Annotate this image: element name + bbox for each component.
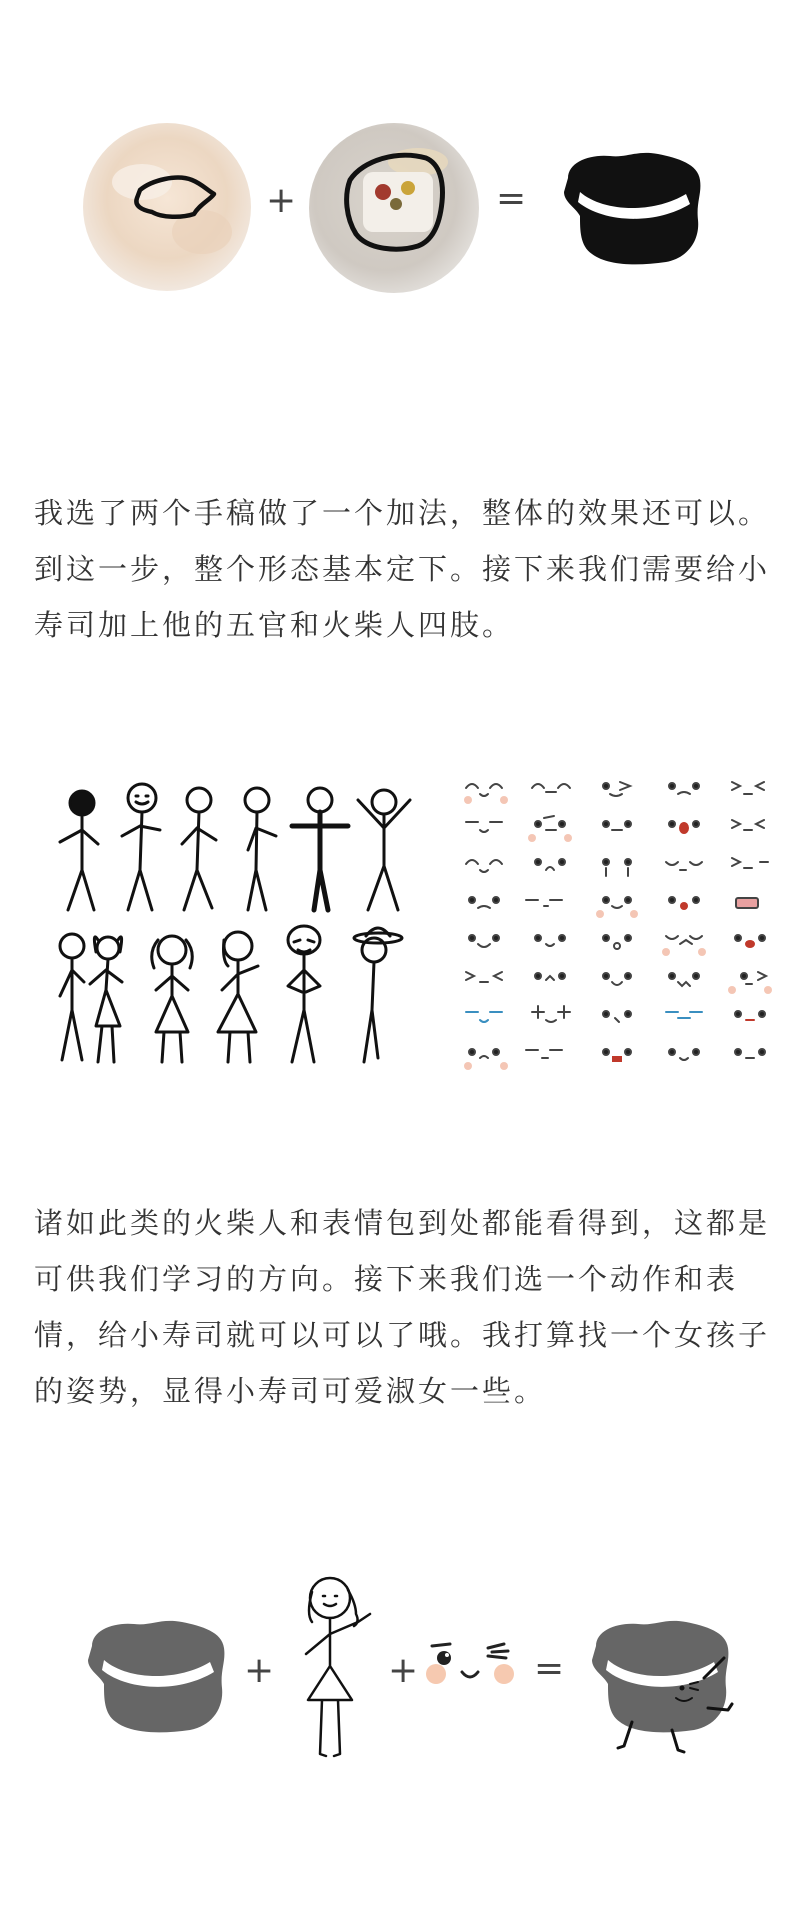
paragraph-2: 诸如此类的火柴人和表情包到处都能看得到，这都是可供我们学习的方向。接下来我们选一个动作和表情，给小寿司就可以可以了哦。我打算找一个女孩子的姿势，显得小寿司可爱淑女一些。 [34,1206,771,1408]
sushi-shape-black [558,150,708,270]
emoticon-row-6 [466,972,766,986]
stick-figure-6 [358,790,410,910]
emoticon-row-7 [466,1006,765,1022]
emoticon-row-1 [466,782,764,796]
emoticon-grid-reference [460,770,778,1070]
stick-figure-11 [288,926,320,1062]
stick-figure-7 [60,934,84,1060]
plus-operator-1: + [266,180,297,221]
stick-figure-12 [354,928,402,1062]
girl-stick-figure [290,1574,380,1760]
face-expression [422,1636,526,1698]
stick-figure-4 [245,788,276,910]
sketch-photo-2 [308,122,480,294]
sushi-character-result [586,1618,746,1764]
sketch-photo-1 [82,122,252,292]
stick-figure-5 [292,788,348,910]
emoticon-row-2 [466,816,764,834]
emoticon-row-5 [469,935,765,949]
plus-operator-3: + [388,1650,419,1691]
plus-operator-2: + [244,1650,275,1691]
stick-figure-3 [182,788,216,910]
equals-operator-1: = [496,178,527,219]
stick-figures-reference [52,770,432,1080]
paragraph-1: 我选了两个手稿做了一个加法，整体的效果还可以。到这一步，整个形态基本定下。接下来我们需要给小寿司加上他的五官和火柴人四肢。 [34,496,771,642]
stick-figure-8 [90,937,122,1062]
emoticon-row-3 [466,858,768,876]
stick-figure-1 [60,791,98,910]
stick-figure-10 [218,932,258,1062]
emoticon-row-8 [469,1049,765,1062]
stick-figure-2 [122,784,160,910]
stick-figure-9 [152,936,193,1062]
sushi-shape-grey [82,1618,232,1738]
equals-operator-2: = [534,1648,565,1689]
emoticon-row-4 [469,897,758,910]
